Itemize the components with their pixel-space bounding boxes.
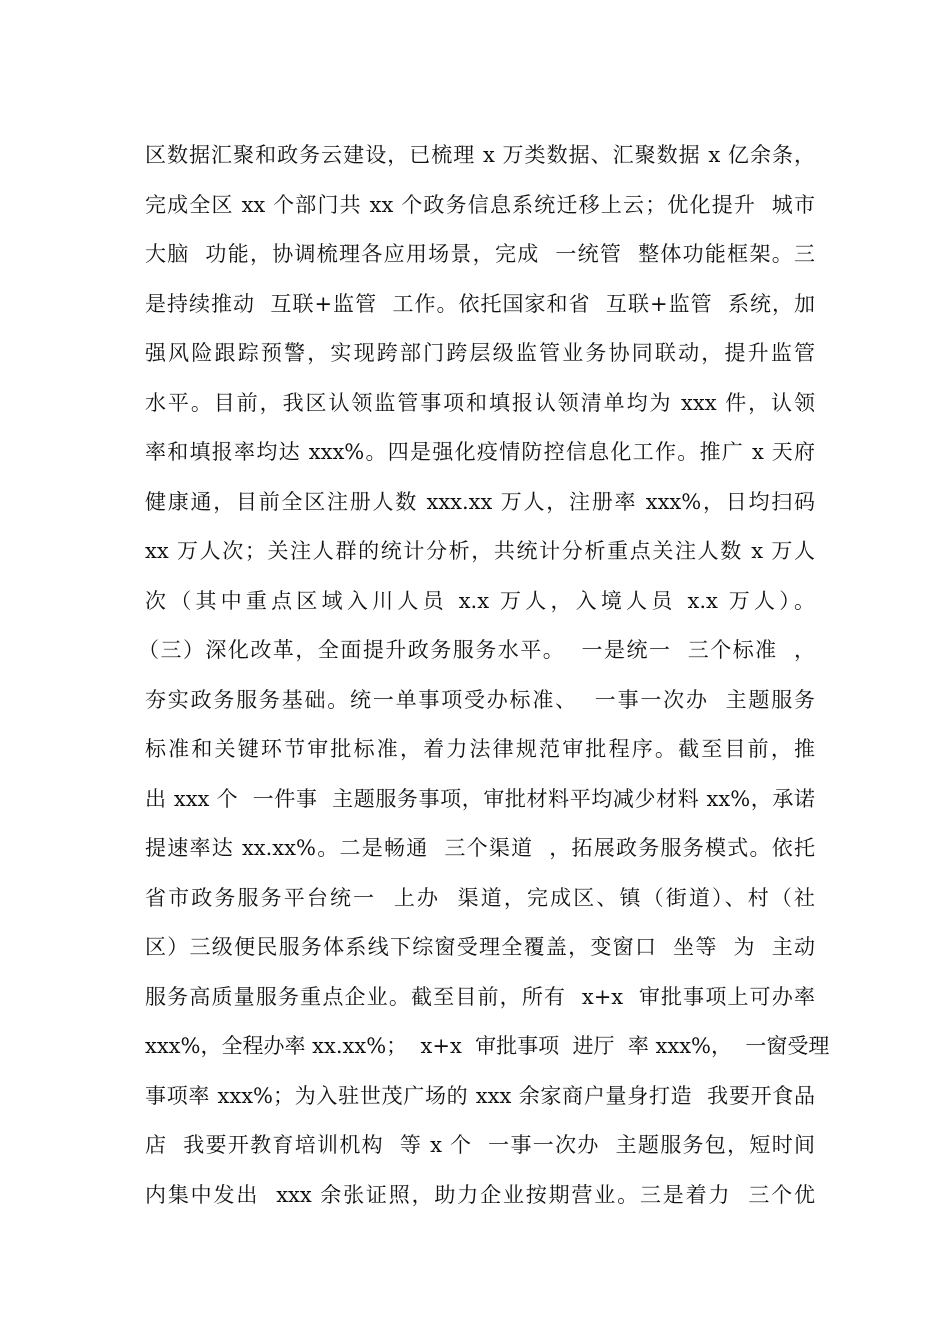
text-line: 大脑 功能，协调梳理各应用场景，完成 一统管 整体功能框架。三 — [145, 242, 815, 266]
text-line: 提速率达 xx.xx%。二是畅通 三个渠道 ，拓展政务服务模式。依托 — [145, 836, 815, 860]
text-line: 健康通，目前全区注册人数 xxx.xx 万人，注册率 xxx%，日均扫码 — [145, 489, 815, 514]
section-heading-line: （三）深化改革，全面提升政务服务水平。 一是统一 三个标准 ， — [138, 638, 815, 662]
text-line: 出 xxx 个 一件事 主题服务事项，审批材料平均减少材料 xx%，承诺 — [145, 786, 815, 811]
text-line: 服务高质量服务重点企业。截至目前，所有 x+x 审批事项上可办率 — [145, 984, 815, 1009]
text-line: 店 我要开教育培训机构 等 x 个 一事一次办 主题服务包，短时间 — [145, 1133, 815, 1157]
text-line: xxx%，全程办率 xx.xx%； x+x 审批事项 进厅 率 xxx%， 一窗受理 — [145, 1034, 830, 1058]
text-line: 是持续推动 互联+监管 工作。依托国家和省 互联+监管 系统，加 — [145, 291, 815, 316]
text-line: 区数据汇聚和政务云建设，已梳理 x 万类数据、汇聚数据 x 亿余条， — [145, 143, 815, 167]
text-line: 水平。目前，我区认领监管事项和填报认领清单均为 xxx 件，认领 — [145, 390, 815, 415]
text-line: 事项率 xxx%；为入驻世茂广场的 xxx 余家商户量身打造 我要开食品 — [145, 1083, 815, 1108]
text-line: 夯实政务服务基础。统一单事项受办标准、 一事一次办 主题服务 — [145, 687, 815, 712]
text-line: 率和填报率均达 xxx%。四是强化疫情防控信息化工作。推广 x 天府 — [145, 440, 815, 464]
text-line: 内集中发出 xxx 余张证照，助力企业按期营业。三是着力 三个优 — [145, 1182, 815, 1207]
text-line: 省市政务服务平台统一 上办 渠道，完成区、镇（街道）、村（社 — [145, 885, 815, 910]
body-text — [138, 131, 830, 1220]
text-line: 次（其中重点区域入川人员 x.x 万人，入境人员 x.x 万人）。 — [145, 588, 815, 613]
text-line: 区）三级便民服务体系线下综窗受理全覆盖，变窗口 坐等 为 主动 — [145, 935, 815, 959]
text-line: 完成全区 xx 个部门共 xx 个政务信息系统迁移上云；优化提升 城市 — [145, 192, 815, 217]
text-line: 标准和关键环节审批标准，着力法律规范审批程序。截至目前，推 — [145, 737, 815, 761]
text-line: xx 万人次；关注人群的统计分析，共统计分析重点关注人数 x 万人 — [145, 539, 815, 563]
text-line: 强风险跟踪预警，实现跨部门跨层级监管业务协同联动，提升监管 — [145, 341, 815, 365]
